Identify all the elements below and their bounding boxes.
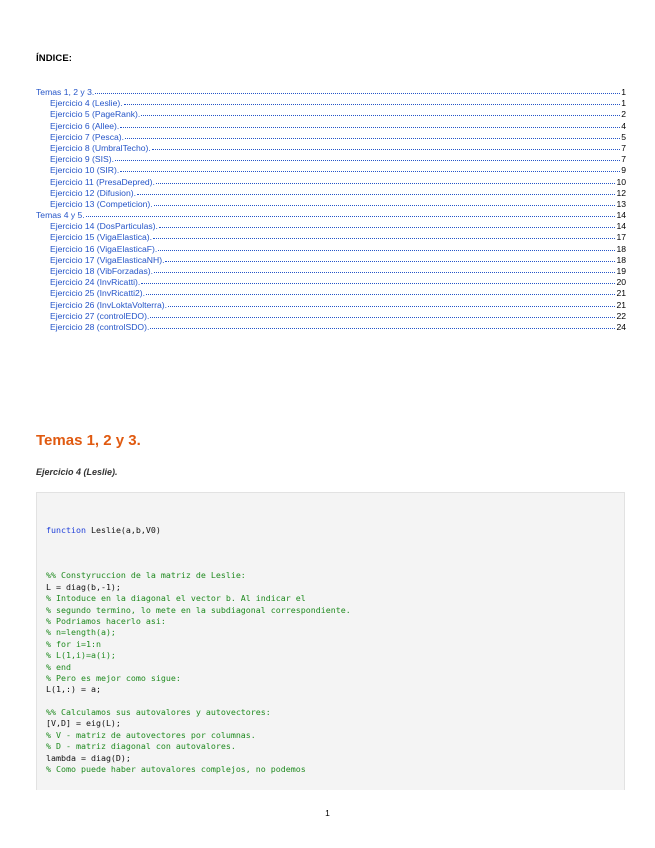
code-comment-line: % Pero es mejor como sigue: xyxy=(46,672,181,683)
toc-dot-leader xyxy=(153,232,615,239)
code-comment-line: % D - matriz diagonal con autovalores. xyxy=(46,741,236,752)
toc-dot-leader xyxy=(150,311,615,318)
code-statement-line: L = diag(b,-1); xyxy=(46,581,121,592)
toc-page-number: 14 xyxy=(616,210,626,221)
table-of-contents xyxy=(36,87,626,333)
code-comment-line: %% Constyruccion de la matriz de Leslie: xyxy=(46,570,246,581)
code-comment-line: % segundo termino, lo mete en la subdiagonal correspondiente. xyxy=(46,604,351,615)
toc-entry-label: Ejercicio 18 (VibForzadas). xyxy=(50,266,154,276)
code-comment-line: % L(1,i)=a(i); xyxy=(46,650,116,661)
toc-exercise-link[interactable] xyxy=(36,277,626,288)
toc-entry-label: Ejercicio 7 (Pesca). xyxy=(50,131,125,142)
code-statement-line: [V,D] = eig(L); xyxy=(46,718,121,729)
function-signature: Leslie(a,b,V0) xyxy=(85,524,161,535)
toc-dot-leader xyxy=(125,132,620,139)
code-comment-line: % Como puede haber autovalores complejos, no podemos xyxy=(46,764,306,775)
toc-dot-leader xyxy=(156,177,616,184)
toc-entry-label: Ejercicio 24 (InvRicatti). xyxy=(50,277,141,288)
code-comment-line: %% Calculamos sus autovalores y autovectores: xyxy=(46,707,271,718)
toc-page-number: 18 xyxy=(616,254,626,265)
toc-page-number: 22 xyxy=(616,310,626,321)
toc-page-number: 12 xyxy=(616,187,626,198)
toc-exercise-link[interactable] xyxy=(36,288,626,299)
toc-entry-label: Ejercicio 16 (VigaElasticaF). xyxy=(50,243,158,254)
toc-dot-leader xyxy=(124,98,621,105)
toc-page-number: 13 xyxy=(616,198,626,209)
code-statement-line: L(1,:) = a; xyxy=(46,684,101,695)
toc-page-number: 17 xyxy=(616,232,626,243)
toc-entry-label: Ejercicio 10 (SIR). xyxy=(50,165,120,176)
toc-dot-leader xyxy=(115,154,620,161)
toc-dot-leader xyxy=(120,121,620,128)
toc-exercise-link[interactable] xyxy=(36,132,626,143)
toc-entry-label: Ejercicio 15 (VigaElastica). xyxy=(50,232,153,243)
toc-page-number: 24 xyxy=(616,321,626,332)
toc-exercise-link[interactable] xyxy=(36,199,626,210)
toc-page-number: 1 xyxy=(621,98,626,109)
toc-dot-leader xyxy=(154,199,616,206)
toc-exercise-link[interactable] xyxy=(36,221,626,232)
toc-exercise-link[interactable] xyxy=(36,244,626,255)
toc-exercise-link[interactable] xyxy=(36,121,626,132)
toc-entry-label: Ejercicio 11 (PresaDepred). xyxy=(50,176,155,187)
toc-exercise-link[interactable] xyxy=(36,311,626,322)
toc-exercise-link[interactable] xyxy=(36,188,626,199)
toc-entry-label: Ejercicio 27 (controlEDO). xyxy=(50,310,150,321)
toc-exercise-link[interactable] xyxy=(36,154,626,165)
code-comment-line: % Podriamos hacerlo asi: xyxy=(46,615,166,626)
toc-dot-leader xyxy=(141,277,615,284)
code-statement-line: lambda = diag(D); xyxy=(46,752,131,763)
toc-exercise-link[interactable] xyxy=(36,300,626,311)
code-comment-line: % end xyxy=(46,661,71,672)
toc-page-number: 7 xyxy=(621,154,626,165)
code-comment-line: % Intoduce en la diagonal el vector b. Al indicar el xyxy=(46,593,306,604)
index-title: ÍNDICE: xyxy=(36,53,73,64)
toc-page-number: 7 xyxy=(621,142,626,153)
page-number: 1 xyxy=(325,808,330,818)
toc-page-number: 1 xyxy=(621,87,626,97)
toc-exercise-link[interactable] xyxy=(36,165,626,176)
toc-page-number: 20 xyxy=(616,277,626,288)
toc-page-number: 4 xyxy=(621,120,626,131)
toc-entry-label: Ejercicio 4 (Leslie). xyxy=(50,98,123,109)
toc-entry-label: Ejercicio 12 (Difusion). xyxy=(50,187,136,198)
toc-entry-label: Temas 4 y 5. xyxy=(36,210,85,221)
toc-exercise-link[interactable] xyxy=(36,177,626,188)
code-comment-line: % n=length(a); xyxy=(46,627,116,638)
toc-page-number: 9 xyxy=(621,165,626,176)
toc-dot-leader xyxy=(141,109,620,116)
toc-exercise-link[interactable] xyxy=(36,143,626,154)
toc-dot-leader xyxy=(165,255,615,262)
toc-exercise-link[interactable] xyxy=(36,266,626,277)
code-block xyxy=(36,492,625,790)
toc-entry-label: Ejercicio 6 (Allee). xyxy=(50,120,120,131)
toc-entry-label: Ejercicio 14 (DosParticulas). xyxy=(50,221,158,232)
toc-entry-label: Ejercicio 5 (PageRank). xyxy=(50,109,141,120)
toc-dot-leader xyxy=(154,266,615,273)
exercise-title: Ejercicio 4 (Leslie). xyxy=(36,467,118,477)
toc-page-number: 21 xyxy=(616,299,626,310)
toc-dot-leader xyxy=(158,244,615,251)
toc-dot-leader xyxy=(95,87,620,94)
toc-dot-leader xyxy=(137,188,615,195)
code-comment-line: % for i=1:n xyxy=(46,638,101,649)
toc-page-number: 5 xyxy=(621,131,626,142)
toc-entry-label: Ejercicio 8 (UmbralTecho). xyxy=(50,142,151,153)
toc-page-number: 2 xyxy=(621,109,626,120)
toc-dot-leader xyxy=(120,165,620,172)
code-line-function-signature xyxy=(46,525,351,536)
code-listing xyxy=(46,502,351,775)
toc-section-link[interactable] xyxy=(36,210,626,221)
toc-exercise-link[interactable] xyxy=(36,322,626,333)
toc-entry-label: Ejercicio 17 (VigaElasticaNH). xyxy=(50,254,165,265)
toc-exercise-link[interactable] xyxy=(36,109,626,120)
toc-exercise-link[interactable] xyxy=(36,98,626,109)
toc-entry-label: Ejercicio 25 (InvRicatti2). xyxy=(50,288,146,299)
toc-entry-label: Ejercicio 13 (Competicion). xyxy=(50,198,153,209)
toc-dot-leader xyxy=(159,221,616,228)
code-blank-line xyxy=(46,559,351,570)
section-heading: Temas 1, 2 y 3. xyxy=(36,432,141,449)
function-keyword: function xyxy=(46,524,86,535)
toc-page-number: 19 xyxy=(616,266,626,276)
code-blank-line xyxy=(46,696,351,707)
toc-section-link[interactable] xyxy=(36,87,626,98)
toc-dot-leader xyxy=(152,143,620,150)
toc-page-number: 21 xyxy=(616,288,626,299)
toc-dot-leader xyxy=(168,300,615,307)
toc-entry-label: Ejercicio 28 (controlSDO). xyxy=(50,321,150,332)
toc-entry-label: Temas 1, 2 y 3. xyxy=(36,87,95,97)
code-comment-line: % V - matriz de autovectores por columnas. xyxy=(46,729,256,740)
toc-dot-leader xyxy=(86,210,616,217)
toc-page-number: 10 xyxy=(616,176,626,187)
toc-entry-label: Ejercicio 9 (SIS). xyxy=(50,154,114,165)
toc-exercise-link[interactable] xyxy=(36,232,626,243)
toc-page-number: 14 xyxy=(616,221,626,232)
toc-dot-leader xyxy=(146,288,615,295)
toc-entry-label: Ejercicio 26 (InvLoktaVolterra). xyxy=(50,299,168,310)
toc-dot-leader xyxy=(150,322,615,329)
toc-page-number: 18 xyxy=(616,243,626,254)
toc-exercise-link[interactable] xyxy=(36,255,626,266)
